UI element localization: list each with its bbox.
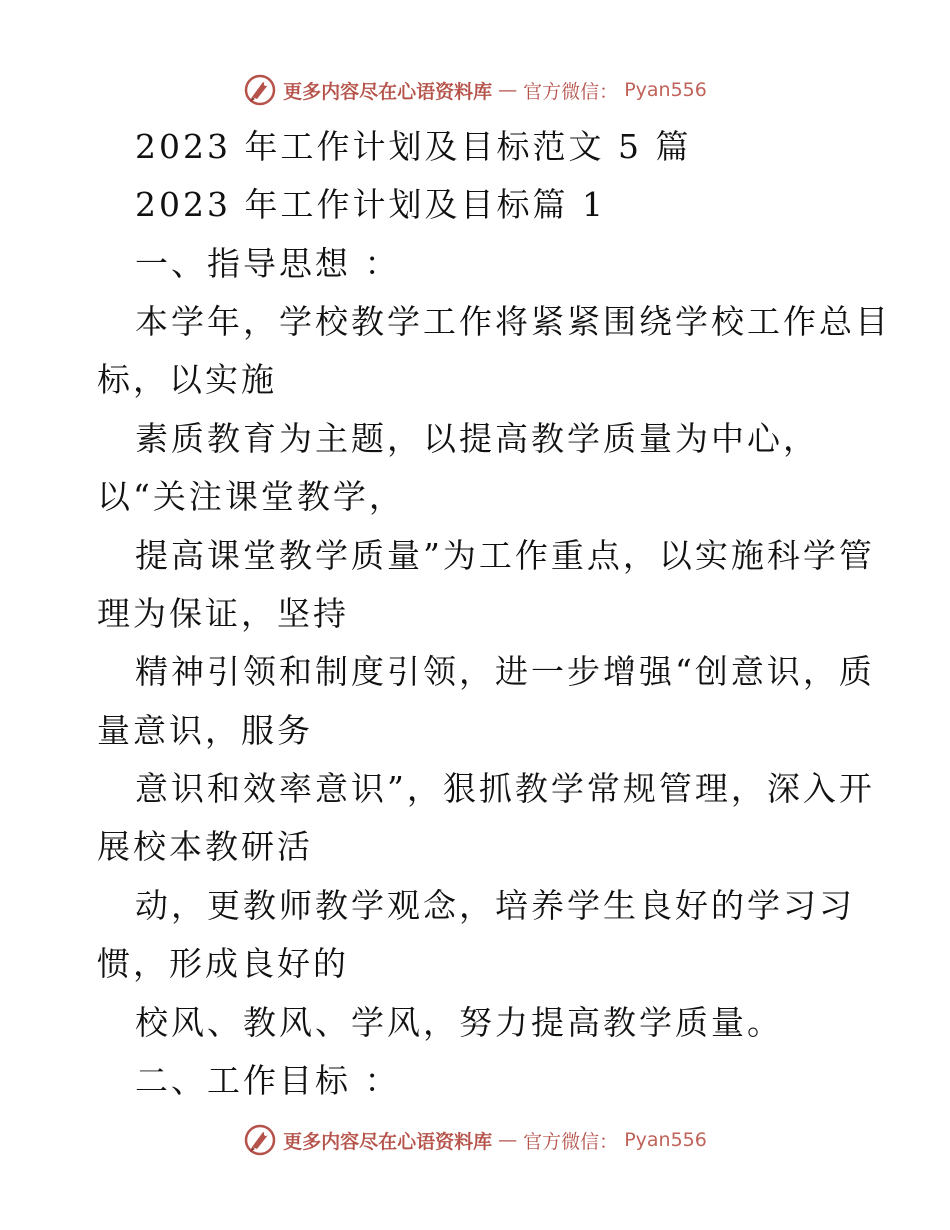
heading-guiding-ideology: 一、指导思想 ： [135,244,401,283]
paragraph-line: 动，更教师教学观念，培养学生良好的学习习 [135,886,855,925]
paragraph-line: 本学年，学校教学工作将紧紧围绕学校工作总目 [135,302,891,341]
pen-quill-logo-icon [243,73,277,107]
document-title: 2023 年工作计划及目标范文 5 篇 [135,127,692,166]
watermark-wechat-label: 官方微信： [523,80,619,103]
heading-work-goals: 二、工作目标 ： [135,1061,401,1100]
watermark-main-text: 更多内容尽在心语资料库 [283,1130,493,1153]
paragraph-line: 展校本教研活 [97,827,313,866]
section-title: 2023 年工作计划及目标篇 1 [135,185,606,224]
watermark-dash: — [498,1129,518,1151]
paragraph-line: 校风、教风、学风，努力提高教学质量。 [135,1003,783,1042]
watermark-main-text: 更多内容尽在心语资料库 [283,80,493,103]
paragraph-line: 惯，形成良好的 [97,944,349,983]
paragraph-line: 量意识，服务 [97,711,313,750]
paragraph-line: 以“关注课堂教学， [97,477,405,516]
watermark-wechat-id: Pyan556 [624,79,707,101]
watermark-banner-bottom [0,1120,950,1160]
paragraph-line: 精神引领和制度引领，进一步增强“创意识，质 [135,652,875,691]
paragraph-line: 标，以实施 [97,360,277,399]
paragraph-line: 素质教育为主题，以提高教学质量为中心， [135,419,819,458]
paragraph-line: 理为保证，坚持 [97,594,349,633]
watermark-wechat-label: 官方微信： [523,1130,619,1153]
paragraph-line: 提高课堂教学质量”为工作重点，以实施科学管 [135,536,875,575]
watermark-dash: — [498,79,518,101]
pen-quill-logo-icon [243,1123,277,1157]
watermark-wechat-id: Pyan556 [624,1129,707,1151]
paragraph-line: 意识和效率意识”，狠抓教学常规管理，深入开 [135,769,875,808]
watermark-banner-top [0,70,950,110]
